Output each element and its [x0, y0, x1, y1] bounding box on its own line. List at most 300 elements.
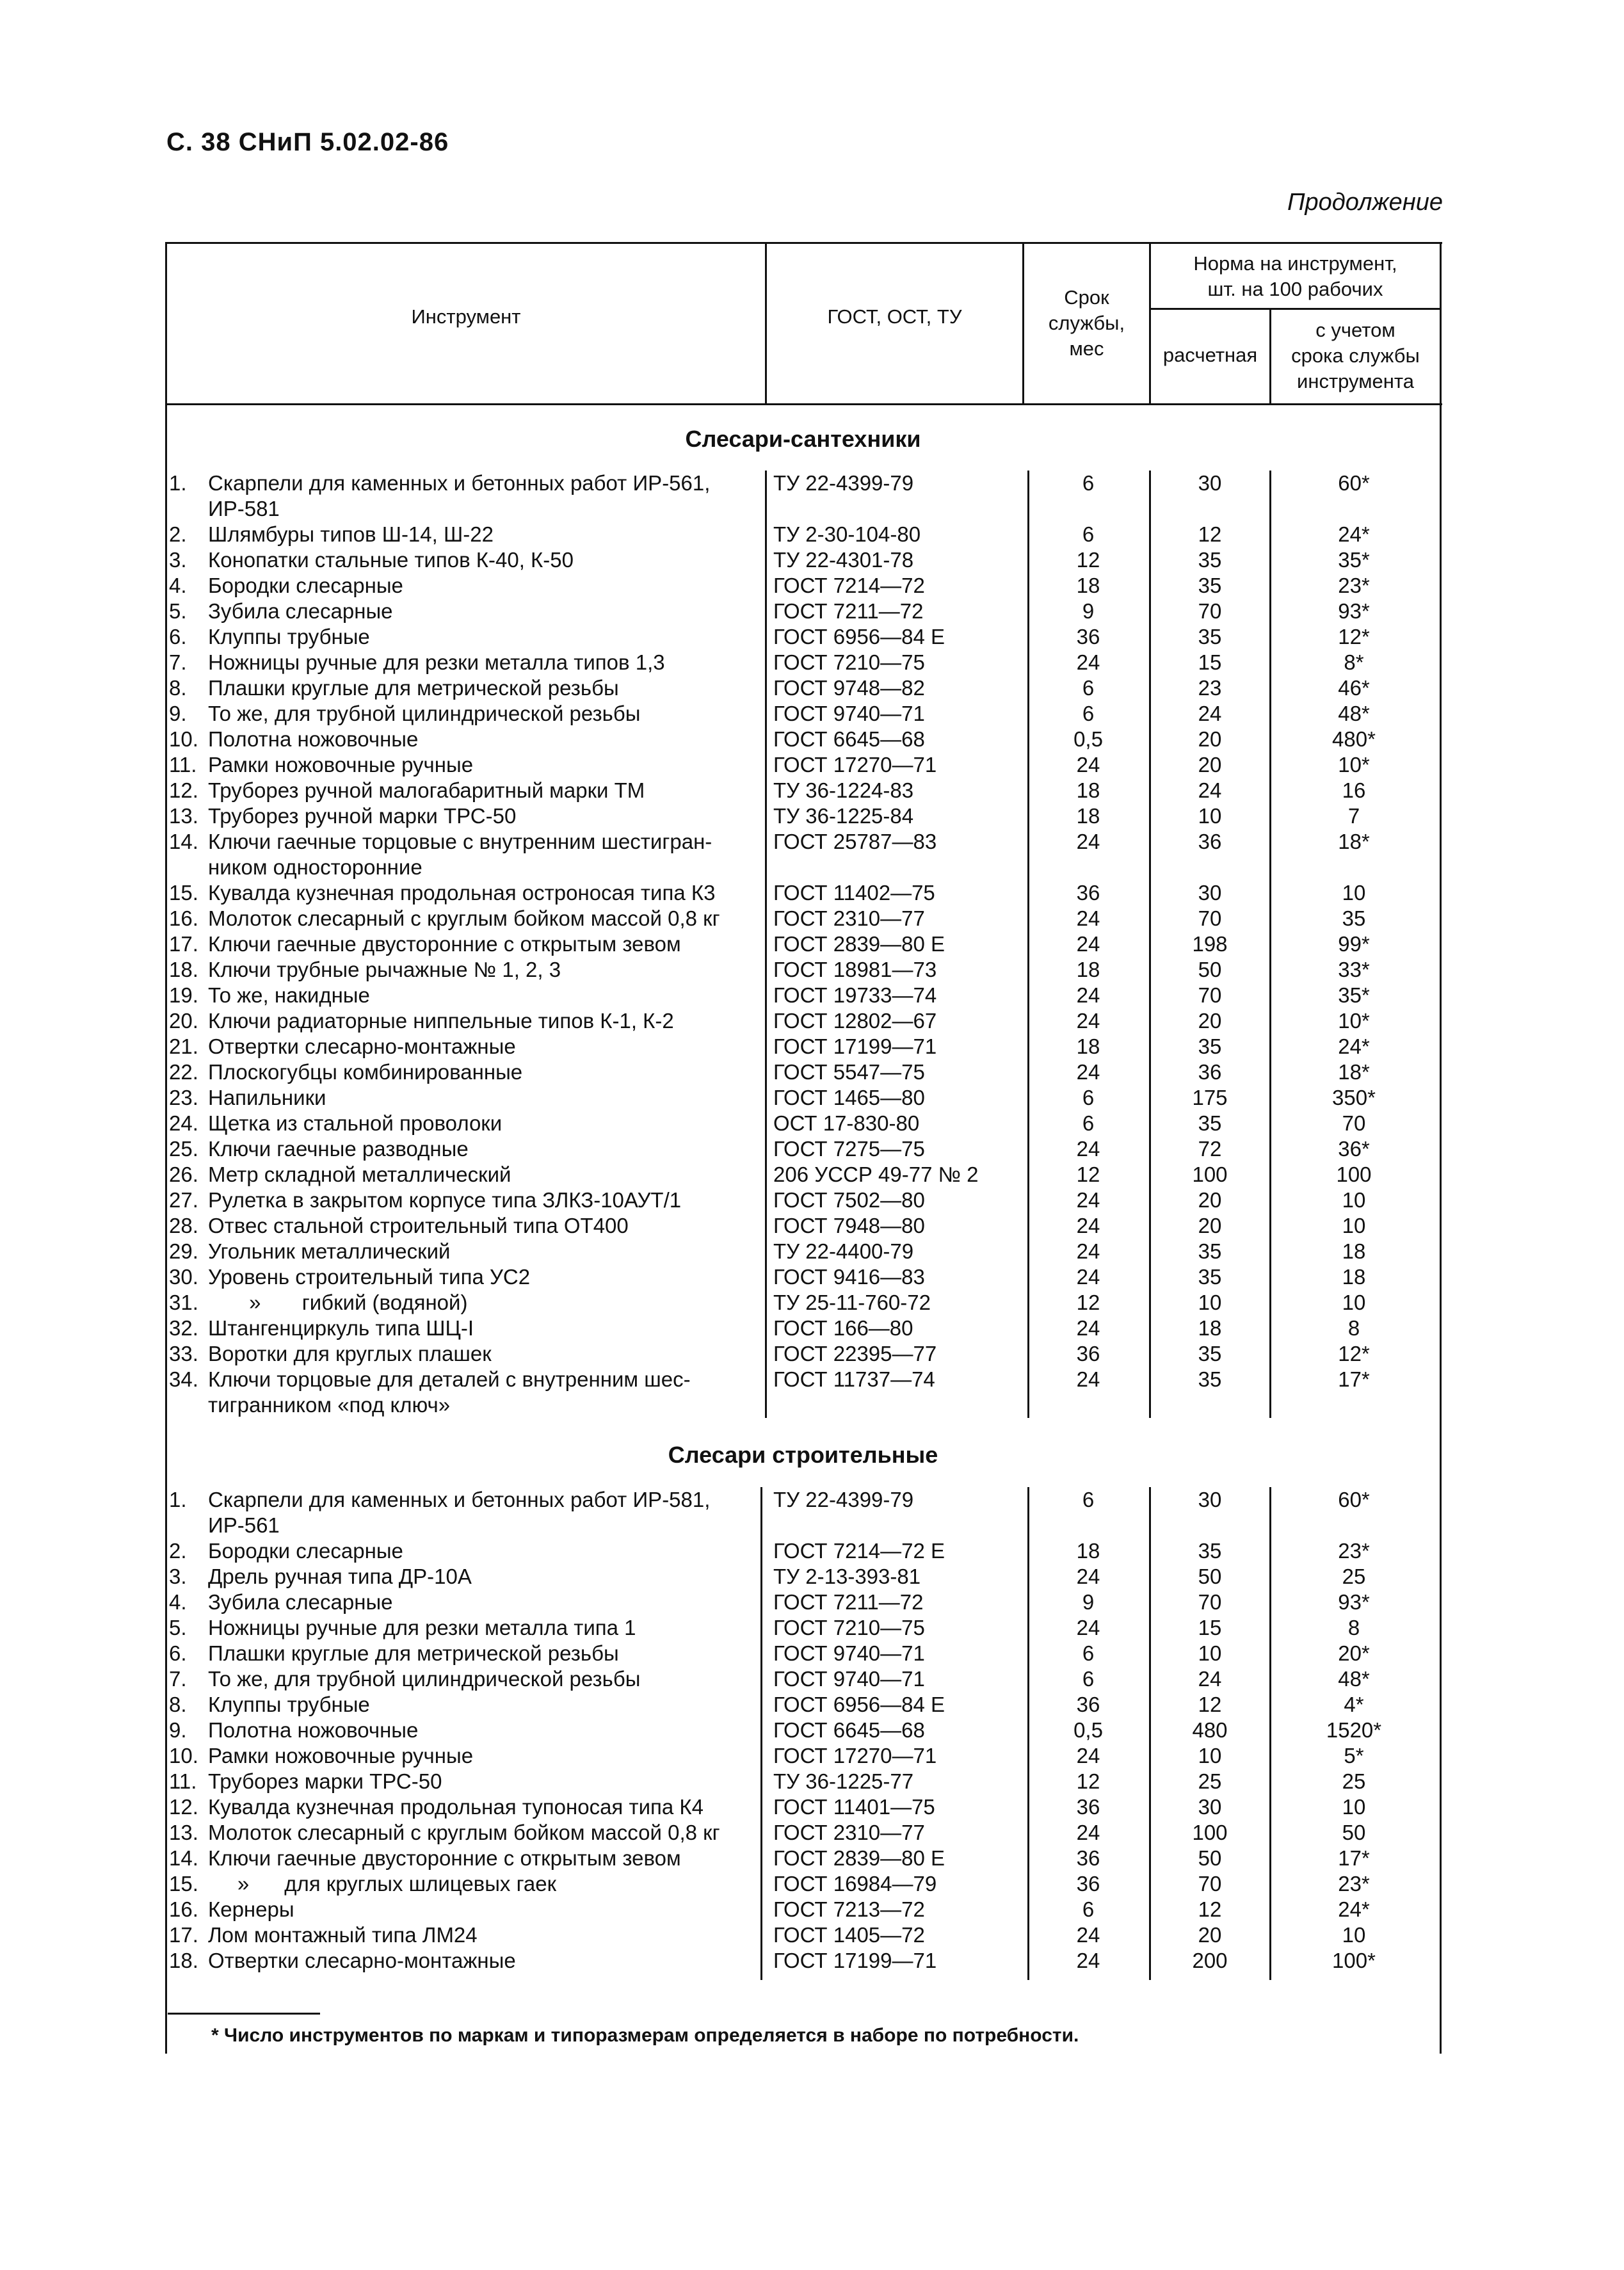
standard-code: ГОСТ 2310—77: [773, 1821, 925, 1844]
row-number: 4.: [169, 574, 187, 597]
row-number: 18.: [169, 1949, 198, 1972]
service-term: 12: [1076, 1769, 1100, 1793]
instrument-name-continuation: ИР-581: [208, 497, 280, 520]
service-term: 18: [1076, 1539, 1100, 1563]
row-number: 33.: [169, 1342, 198, 1365]
norm-calculated: 35: [1198, 1111, 1222, 1135]
norm-with-service-life: 10: [1342, 1188, 1366, 1212]
instrument-name: Бородки слесарные: [208, 1539, 403, 1563]
service-term: 6: [1082, 702, 1095, 725]
standard-code: ГОСТ 6956—84 Е: [773, 625, 945, 648]
norm-with-service-life: 35*: [1338, 548, 1370, 572]
instrument-name: Ключи радиаторные ниппельные типов К-1, К-2: [208, 1009, 674, 1033]
service-term: 24: [1076, 1565, 1100, 1588]
instrument-name: Уровень строительный типа УС2: [208, 1265, 531, 1289]
standard-code: ГОСТ 9740—71: [773, 1667, 925, 1691]
instrument-name: Молоток слесарный с круглым бойком массой 0,8 кг: [208, 906, 720, 930]
norm-with-service-life: 48*: [1338, 702, 1370, 725]
service-term: 24: [1076, 932, 1100, 956]
instrument-name: Конопатки стальные типов К-40, К-50: [208, 548, 574, 572]
norm-with-service-life: 18: [1342, 1239, 1366, 1263]
standard-code: ГОСТ 18981—73: [773, 958, 937, 981]
service-term: 24: [1076, 1060, 1100, 1084]
row-number: 23.: [169, 1086, 198, 1109]
standard-code: ТУ 36-1225-84: [773, 804, 914, 828]
standard-code: ТУ 2-13-393-81: [773, 1565, 921, 1588]
service-term: 36: [1076, 625, 1100, 648]
instrument-name: Зубила слесарные: [208, 599, 393, 623]
norm-with-service-life: 35*: [1338, 983, 1370, 1007]
service-term: 6: [1082, 1667, 1095, 1691]
standard-code: ГОСТ 25787—83: [773, 830, 937, 853]
service-term: 18: [1076, 804, 1100, 828]
row-number: 32.: [169, 1316, 198, 1340]
norm-calculated: 10: [1198, 1641, 1222, 1665]
standard-code: ОСТ 17-830-80: [773, 1111, 920, 1135]
instrument-name: Плашки круглые для метрической резьбы: [208, 676, 619, 700]
standard-code: ТУ 2-30-104-80: [773, 522, 921, 546]
row-number: 2.: [169, 522, 187, 546]
norm-calculated: 10: [1198, 1291, 1222, 1314]
standard-code: ГОСТ 22395—77: [773, 1342, 937, 1365]
row-number: 20.: [169, 1009, 198, 1033]
header-term-line: службы,: [1048, 312, 1125, 334]
service-term: 24: [1076, 1137, 1100, 1161]
norm-calculated: 12: [1198, 1693, 1222, 1716]
instrument-name: То же, для трубной цилиндрической резьбы: [208, 1667, 641, 1691]
standard-code: ТУ 22-4400-79: [773, 1239, 914, 1263]
norm-with-service-life: 99*: [1338, 932, 1370, 956]
standard-code: ГОСТ 2839—80 Е: [773, 1846, 945, 1870]
instrument-name: То же, накидные: [208, 983, 370, 1007]
row-number: 3.: [169, 548, 187, 572]
header-norm-line: шт. на 100 рабочих: [1207, 278, 1383, 300]
instrument-name: Плашки круглые для метрической резьбы: [208, 1641, 619, 1665]
standard-code: ГОСТ 9416—83: [773, 1265, 925, 1289]
instrument-name: Отвес стальной строительный типа ОТ400: [208, 1214, 629, 1237]
standard-code: ГОСТ 7210—75: [773, 1616, 925, 1639]
service-term: 24: [1076, 1316, 1100, 1340]
norm-with-service-life: 100: [1336, 1163, 1372, 1186]
norm-calculated: 36: [1198, 830, 1222, 853]
norm-with-service-life: 12*: [1338, 625, 1370, 648]
row-number: 5.: [169, 599, 187, 623]
norm-calculated: 50: [1198, 958, 1222, 981]
norm-with-service-life: 10: [1342, 881, 1366, 905]
norm-with-service-life: 24*: [1338, 1034, 1370, 1058]
instrument-name: Клуппы трубные: [208, 625, 370, 648]
standard-code: ТУ 22-4399-79: [773, 471, 914, 495]
service-term: 36: [1076, 1342, 1100, 1365]
standard-code: ГОСТ 11737—74: [773, 1367, 935, 1391]
row-number: 8.: [169, 1693, 187, 1716]
standard-code: ГОСТ 1405—72: [773, 1923, 925, 1947]
norm-with-service-life: 24*: [1338, 522, 1370, 546]
norm-calculated: 36: [1198, 1060, 1222, 1084]
service-term: 24: [1076, 1265, 1100, 1289]
instrument-name: Ключи трубные рычажные № 1, 2, 3: [208, 958, 561, 981]
row-number: 14.: [169, 1846, 198, 1870]
instrument-name: Ножницы ручные для резки металла типа 1: [208, 1616, 636, 1639]
service-term: 24: [1076, 1009, 1100, 1033]
standard-code: ГОСТ 16984—79: [773, 1872, 937, 1896]
norm-calculated: 35: [1198, 1342, 1222, 1365]
standard-code: ГОСТ 7502—80: [773, 1188, 925, 1212]
row-number: 7.: [169, 1667, 187, 1691]
row-number: 3.: [169, 1565, 187, 1588]
standard-code: ГОСТ 2839—80 Е: [773, 932, 945, 956]
instrument-name: Ножницы ручные для резки металла типов 1,3: [208, 650, 665, 674]
instrument-name: То же, для трубной цилиндрической резьбы: [208, 702, 641, 725]
norm-with-service-life: 8*: [1344, 650, 1364, 674]
norm-calculated: 70: [1198, 1590, 1222, 1614]
norm-calculated: 50: [1198, 1565, 1222, 1588]
instrument-name: Полотна ножовочные: [208, 1718, 419, 1742]
row-number: 4.: [169, 1590, 187, 1614]
standard-code: ГОСТ 17199—71: [773, 1949, 937, 1972]
header-life-line: с учетом: [1315, 319, 1395, 341]
norm-calculated: 70: [1198, 599, 1222, 623]
norm-with-service-life: 17*: [1338, 1367, 1370, 1391]
row-number: 19.: [169, 983, 198, 1007]
instrument-name: Штангенциркуль типа ШЦ-I: [208, 1316, 474, 1340]
norm-calculated: 20: [1198, 727, 1222, 751]
service-term: 36: [1076, 1846, 1100, 1870]
norm-with-service-life: 8: [1347, 1316, 1360, 1340]
norm-with-service-life: 33*: [1338, 958, 1370, 981]
norm-calculated: 35: [1198, 574, 1222, 597]
section-title: Слесари строительные: [668, 1442, 938, 1468]
norm-with-service-life: 7: [1347, 804, 1360, 828]
instrument-name: Рулетка в закрытом корпусе типа ЗЛКЗ-10АУТ/1: [208, 1188, 682, 1212]
header-life: [1271, 318, 1440, 394]
instrument-name: Кувалда кузнечная продольная тупоносая типа К4: [208, 1795, 703, 1819]
header-term-line: Срок: [1064, 286, 1109, 309]
row-number: 22.: [169, 1060, 198, 1084]
instrument-name: Зубила слесарные: [208, 1590, 393, 1614]
standard-code: ГОСТ 19733—74: [773, 983, 937, 1007]
instrument-name: Шлямбуры типов Ш-14, Ш-22: [208, 522, 494, 546]
row-number: 17.: [169, 1923, 198, 1947]
service-term: 24: [1076, 906, 1100, 930]
service-term: 12: [1076, 1163, 1100, 1186]
service-term: 24: [1076, 1616, 1100, 1639]
service-term: 6: [1082, 1897, 1095, 1921]
norm-calculated: 20: [1198, 753, 1222, 777]
standard-code: ГОСТ 6956—84 Е: [773, 1693, 945, 1716]
row-number: 34.: [169, 1367, 198, 1391]
norm-calculated: 50: [1198, 1846, 1222, 1870]
norm-calculated: 35: [1198, 625, 1222, 648]
norm-calculated: 175: [1192, 1086, 1228, 1109]
row-number: 11.: [169, 753, 197, 777]
norm-with-service-life: 46*: [1338, 676, 1370, 700]
service-term: 0,5: [1073, 727, 1103, 751]
norm-calculated: 70: [1198, 983, 1222, 1007]
service-term: 24: [1076, 1188, 1100, 1212]
norm-calculated: 18: [1198, 1316, 1222, 1340]
norm-calculated: 35: [1198, 1034, 1222, 1058]
standard-code: ГОСТ 9740—71: [773, 1641, 925, 1665]
norm-calculated: 23: [1198, 676, 1222, 700]
footnote-rule: [168, 2013, 320, 2015]
standard-code: ГОСТ 7210—75: [773, 650, 925, 674]
row-number: 13.: [169, 1821, 198, 1844]
norm-with-service-life: 10: [1342, 1291, 1366, 1314]
row-number: 9.: [169, 1718, 187, 1742]
standard-code: ГОСТ 17199—71: [773, 1034, 937, 1058]
standard-code: ГОСТ 11402—75: [773, 881, 935, 905]
instrument-name: Скарпели для каменных и бетонных работ ИР-581,: [208, 1488, 711, 1511]
instrument-name: Полотна ножовочные: [208, 727, 419, 751]
service-term: 6: [1082, 676, 1095, 700]
service-term: 18: [1076, 958, 1100, 981]
col-sep-a-1: [765, 471, 767, 1418]
instrument-name: Ключи гаечные двусторонние с открытым зевом: [208, 1846, 681, 1870]
norm-with-service-life: 93*: [1338, 599, 1370, 623]
instrument-name: Дрель ручная типа ДР-10А: [208, 1565, 472, 1588]
standard-code: ГОСТ 9740—71: [773, 702, 925, 725]
header-term: [1024, 285, 1149, 362]
norm-calculated: 30: [1198, 471, 1222, 495]
norm-calculated: 24: [1198, 1667, 1222, 1691]
row-number: 10.: [169, 1744, 198, 1767]
service-term: 0,5: [1073, 1718, 1103, 1742]
norm-calculated: 20: [1198, 1188, 1222, 1212]
instrument-name: Рамки ножовочные ручные: [208, 753, 474, 777]
norm-calculated: 30: [1198, 1795, 1222, 1819]
instrument-name: Напильники: [208, 1086, 326, 1109]
standard-code: ГОСТ 166—80: [773, 1316, 913, 1340]
instrument-name: Отвертки слесарно-монтажные: [208, 1949, 516, 1972]
service-term: 6: [1082, 522, 1095, 546]
norm-calculated: 20: [1198, 1923, 1222, 1947]
row-number: 12.: [169, 778, 198, 802]
table-left-border: [165, 242, 167, 2054]
instrument-name: Клуппы трубные: [208, 1693, 370, 1716]
norm-calculated: 72: [1198, 1137, 1222, 1161]
service-term: 9: [1082, 599, 1095, 623]
row-number: 21.: [169, 1034, 198, 1058]
norm-with-service-life: 16: [1342, 778, 1366, 802]
header-standard: ГОСТ, ОСТ, ТУ: [827, 305, 962, 328]
row-number: 15.: [169, 1872, 198, 1896]
standard-code: ГОСТ 2310—77: [773, 906, 925, 930]
row-number: 17.: [169, 932, 198, 956]
standard-code: ГОСТ 11401—75: [773, 1795, 935, 1819]
norm-with-service-life: 23*: [1338, 1872, 1370, 1896]
norm-calculated: 24: [1198, 702, 1222, 725]
instrument-name: Труборез ручной марки ТРС-50: [208, 804, 517, 828]
norm-calculated: 35: [1198, 548, 1222, 572]
norm-calculated: 30: [1198, 1488, 1222, 1511]
header-calc: расчетная: [1162, 344, 1258, 366]
instrument-name: Ключи гаечные двусторонние с открытым зевом: [208, 932, 681, 956]
row-number: 25.: [169, 1137, 198, 1161]
norm-with-service-life: 10: [1342, 1795, 1366, 1819]
service-term: 24: [1076, 1923, 1100, 1947]
instrument-name: Угольник металлический: [208, 1239, 451, 1263]
row-number: 28.: [169, 1214, 198, 1237]
norm-with-service-life: 25: [1342, 1769, 1366, 1793]
service-term: 6: [1082, 1488, 1095, 1511]
instrument-name: Бородки слесарные: [208, 574, 403, 597]
service-term: 24: [1076, 753, 1100, 777]
standard-code: ГОСТ 7275—75: [773, 1137, 925, 1161]
norm-calculated: 100: [1192, 1821, 1228, 1844]
row-number: 1.: [169, 471, 187, 495]
service-term: 36: [1076, 1872, 1100, 1896]
service-term: 6: [1082, 471, 1095, 495]
norm-calculated: 20: [1198, 1214, 1222, 1237]
standard-code: ГОСТ 5547—75: [773, 1060, 925, 1084]
header-instrument: Инструмент: [411, 305, 521, 328]
instrument-name: Метр складной металлический: [208, 1163, 511, 1186]
service-term: 18: [1076, 574, 1100, 597]
service-term: 24: [1076, 1744, 1100, 1767]
row-number: 6.: [169, 625, 187, 648]
row-number: 16.: [169, 1897, 198, 1921]
row-number: 27.: [169, 1188, 198, 1212]
norm-with-service-life: 100*: [1332, 1949, 1376, 1972]
row-number: 11.: [169, 1769, 197, 1793]
instrument-name: Лом монтажный типа ЛМ24: [208, 1923, 478, 1947]
norm-calculated: 100: [1192, 1163, 1228, 1186]
standard-code: ГОСТ 7211—72: [773, 1590, 924, 1614]
norm-calculated: 70: [1198, 1872, 1222, 1896]
instrument-name: Рамки ножовочные ручные: [208, 1744, 474, 1767]
service-term: 24: [1076, 1239, 1100, 1263]
norm-calculated: 35: [1198, 1239, 1222, 1263]
standard-code: 206 УССР 49-77 № 2: [773, 1163, 979, 1186]
norm-with-service-life: 20*: [1338, 1641, 1370, 1665]
norm-calculated: 198: [1192, 932, 1228, 956]
footnote: * Число инструментов по маркам и типоразмерам определяется в наборе по потребности.: [211, 2025, 1079, 2046]
standard-code: ТУ 36-1225-77: [773, 1769, 914, 1793]
norm-with-service-life: 17*: [1338, 1846, 1370, 1870]
instrument-name: Молоток слесарный с круглым бойком массой 0,8 кг: [208, 1821, 720, 1844]
instrument-name: » гибкий (водяной): [208, 1291, 468, 1314]
norm-with-service-life: 18: [1342, 1265, 1366, 1289]
norm-calculated: 30: [1198, 881, 1222, 905]
standard-code: ТУ 25-11-760-72: [773, 1291, 931, 1314]
header-norm-line: Норма на инструмент,: [1193, 252, 1397, 275]
norm-with-service-life: 25: [1342, 1565, 1366, 1588]
service-term: 24: [1076, 983, 1100, 1007]
norm-with-service-life: 350*: [1332, 1086, 1376, 1109]
norm-with-service-life: 10: [1342, 1923, 1366, 1947]
service-term: 18: [1076, 778, 1100, 802]
norm-calculated: 10: [1198, 1744, 1222, 1767]
row-number: 9.: [169, 702, 187, 725]
norm-with-service-life: 8: [1347, 1616, 1360, 1639]
service-term: 6: [1082, 1641, 1095, 1665]
norm-with-service-life: 48*: [1338, 1667, 1370, 1691]
instrument-name: Труборез ручной малогабаритный марки ТМ: [208, 778, 645, 802]
service-term: 24: [1076, 650, 1100, 674]
norm-calculated: 35: [1198, 1367, 1222, 1391]
header-norm: [1151, 251, 1440, 302]
standard-code: ГОСТ 17270—71: [773, 753, 937, 777]
standard-code: ТУ 36-1224-83: [773, 778, 914, 802]
instrument-name: » для круглых шлицевых гаек: [208, 1872, 557, 1896]
norm-calculated: 35: [1198, 1265, 1222, 1289]
row-number: 31.: [169, 1291, 198, 1314]
norm-with-service-life: 5*: [1344, 1744, 1364, 1767]
service-term: 24: [1076, 1949, 1100, 1972]
header-bottom-border: [165, 403, 1442, 405]
norm-with-service-life: 18*: [1338, 830, 1370, 853]
norm-with-service-life: 70: [1342, 1111, 1366, 1135]
norm-calculated: 480: [1192, 1718, 1228, 1742]
norm-with-service-life: 35: [1342, 906, 1366, 930]
row-number: 30.: [169, 1265, 198, 1289]
norm-with-service-life: 480*: [1332, 727, 1376, 751]
standard-code: ТУ 22-4399-79: [773, 1488, 914, 1511]
service-term: 36: [1076, 1795, 1100, 1819]
norm-calculated: 35: [1198, 1539, 1222, 1563]
instrument-name: Скарпели для каменных и бетонных работ ИР-561,: [208, 471, 711, 495]
norm-calculated: 200: [1192, 1949, 1228, 1972]
instrument-name-continuation: ником односторонние: [208, 855, 422, 879]
row-number: 16.: [169, 906, 198, 930]
norm-calculated: 24: [1198, 778, 1222, 802]
row-number: 5.: [169, 1616, 187, 1639]
instrument-name: Ключи торцовые для деталей с внутренним шес-: [208, 1367, 691, 1391]
service-term: 12: [1076, 1291, 1100, 1314]
table-right-border: [1440, 242, 1442, 2054]
row-number: 2.: [169, 1539, 187, 1563]
instrument-name: Щетка из стальной проволоки: [208, 1111, 502, 1135]
row-number: 15.: [169, 881, 198, 905]
row-number: 1.: [169, 1488, 187, 1511]
instrument-name: Ключи гаечные разводные: [208, 1137, 469, 1161]
norm-with-service-life: 60*: [1338, 471, 1370, 495]
service-term: 18: [1076, 1034, 1100, 1058]
standard-code: ГОСТ 7214—72 Е: [773, 1539, 945, 1563]
row-number: 6.: [169, 1641, 187, 1665]
service-term: 9: [1082, 1590, 1095, 1614]
norm-with-service-life: 10*: [1338, 753, 1370, 777]
norm-calculated: 12: [1198, 522, 1222, 546]
instrument-name-continuation: ИР-561: [208, 1513, 280, 1537]
header-term-line: мес: [1069, 337, 1104, 360]
norm-with-service-life: 1520*: [1326, 1718, 1382, 1742]
norm-with-service-life: 50: [1342, 1821, 1366, 1844]
instrument-name: Кернеры: [208, 1897, 294, 1921]
row-number: 14.: [169, 830, 198, 853]
norm-with-service-life: 10: [1342, 1214, 1366, 1237]
instrument-name: Плоскогубцы комбинированные: [208, 1060, 523, 1084]
service-term: 24: [1076, 1367, 1100, 1391]
row-number: 18.: [169, 958, 198, 981]
instrument-name-continuation: тигранником «под ключ»: [208, 1393, 451, 1417]
service-term: 12: [1076, 548, 1100, 572]
row-number: 24.: [169, 1111, 198, 1135]
standard-code: ГОСТ 7211—72: [773, 599, 924, 623]
standard-code: ГОСТ 12802—67: [773, 1009, 937, 1033]
norm-with-service-life: 23*: [1338, 574, 1370, 597]
row-number: 7.: [169, 650, 187, 674]
norm-calculated: 20: [1198, 1009, 1222, 1033]
header-norm-underline: [1149, 308, 1442, 310]
norm-calculated: 70: [1198, 906, 1222, 930]
norm-calculated: 15: [1198, 1616, 1222, 1639]
page-header: С. 38 СНиП 5.02.02-86: [166, 128, 449, 156]
row-number: 8.: [169, 676, 187, 700]
row-number: 29.: [169, 1239, 198, 1263]
standard-code: ГОСТ 17270—71: [773, 1744, 937, 1767]
